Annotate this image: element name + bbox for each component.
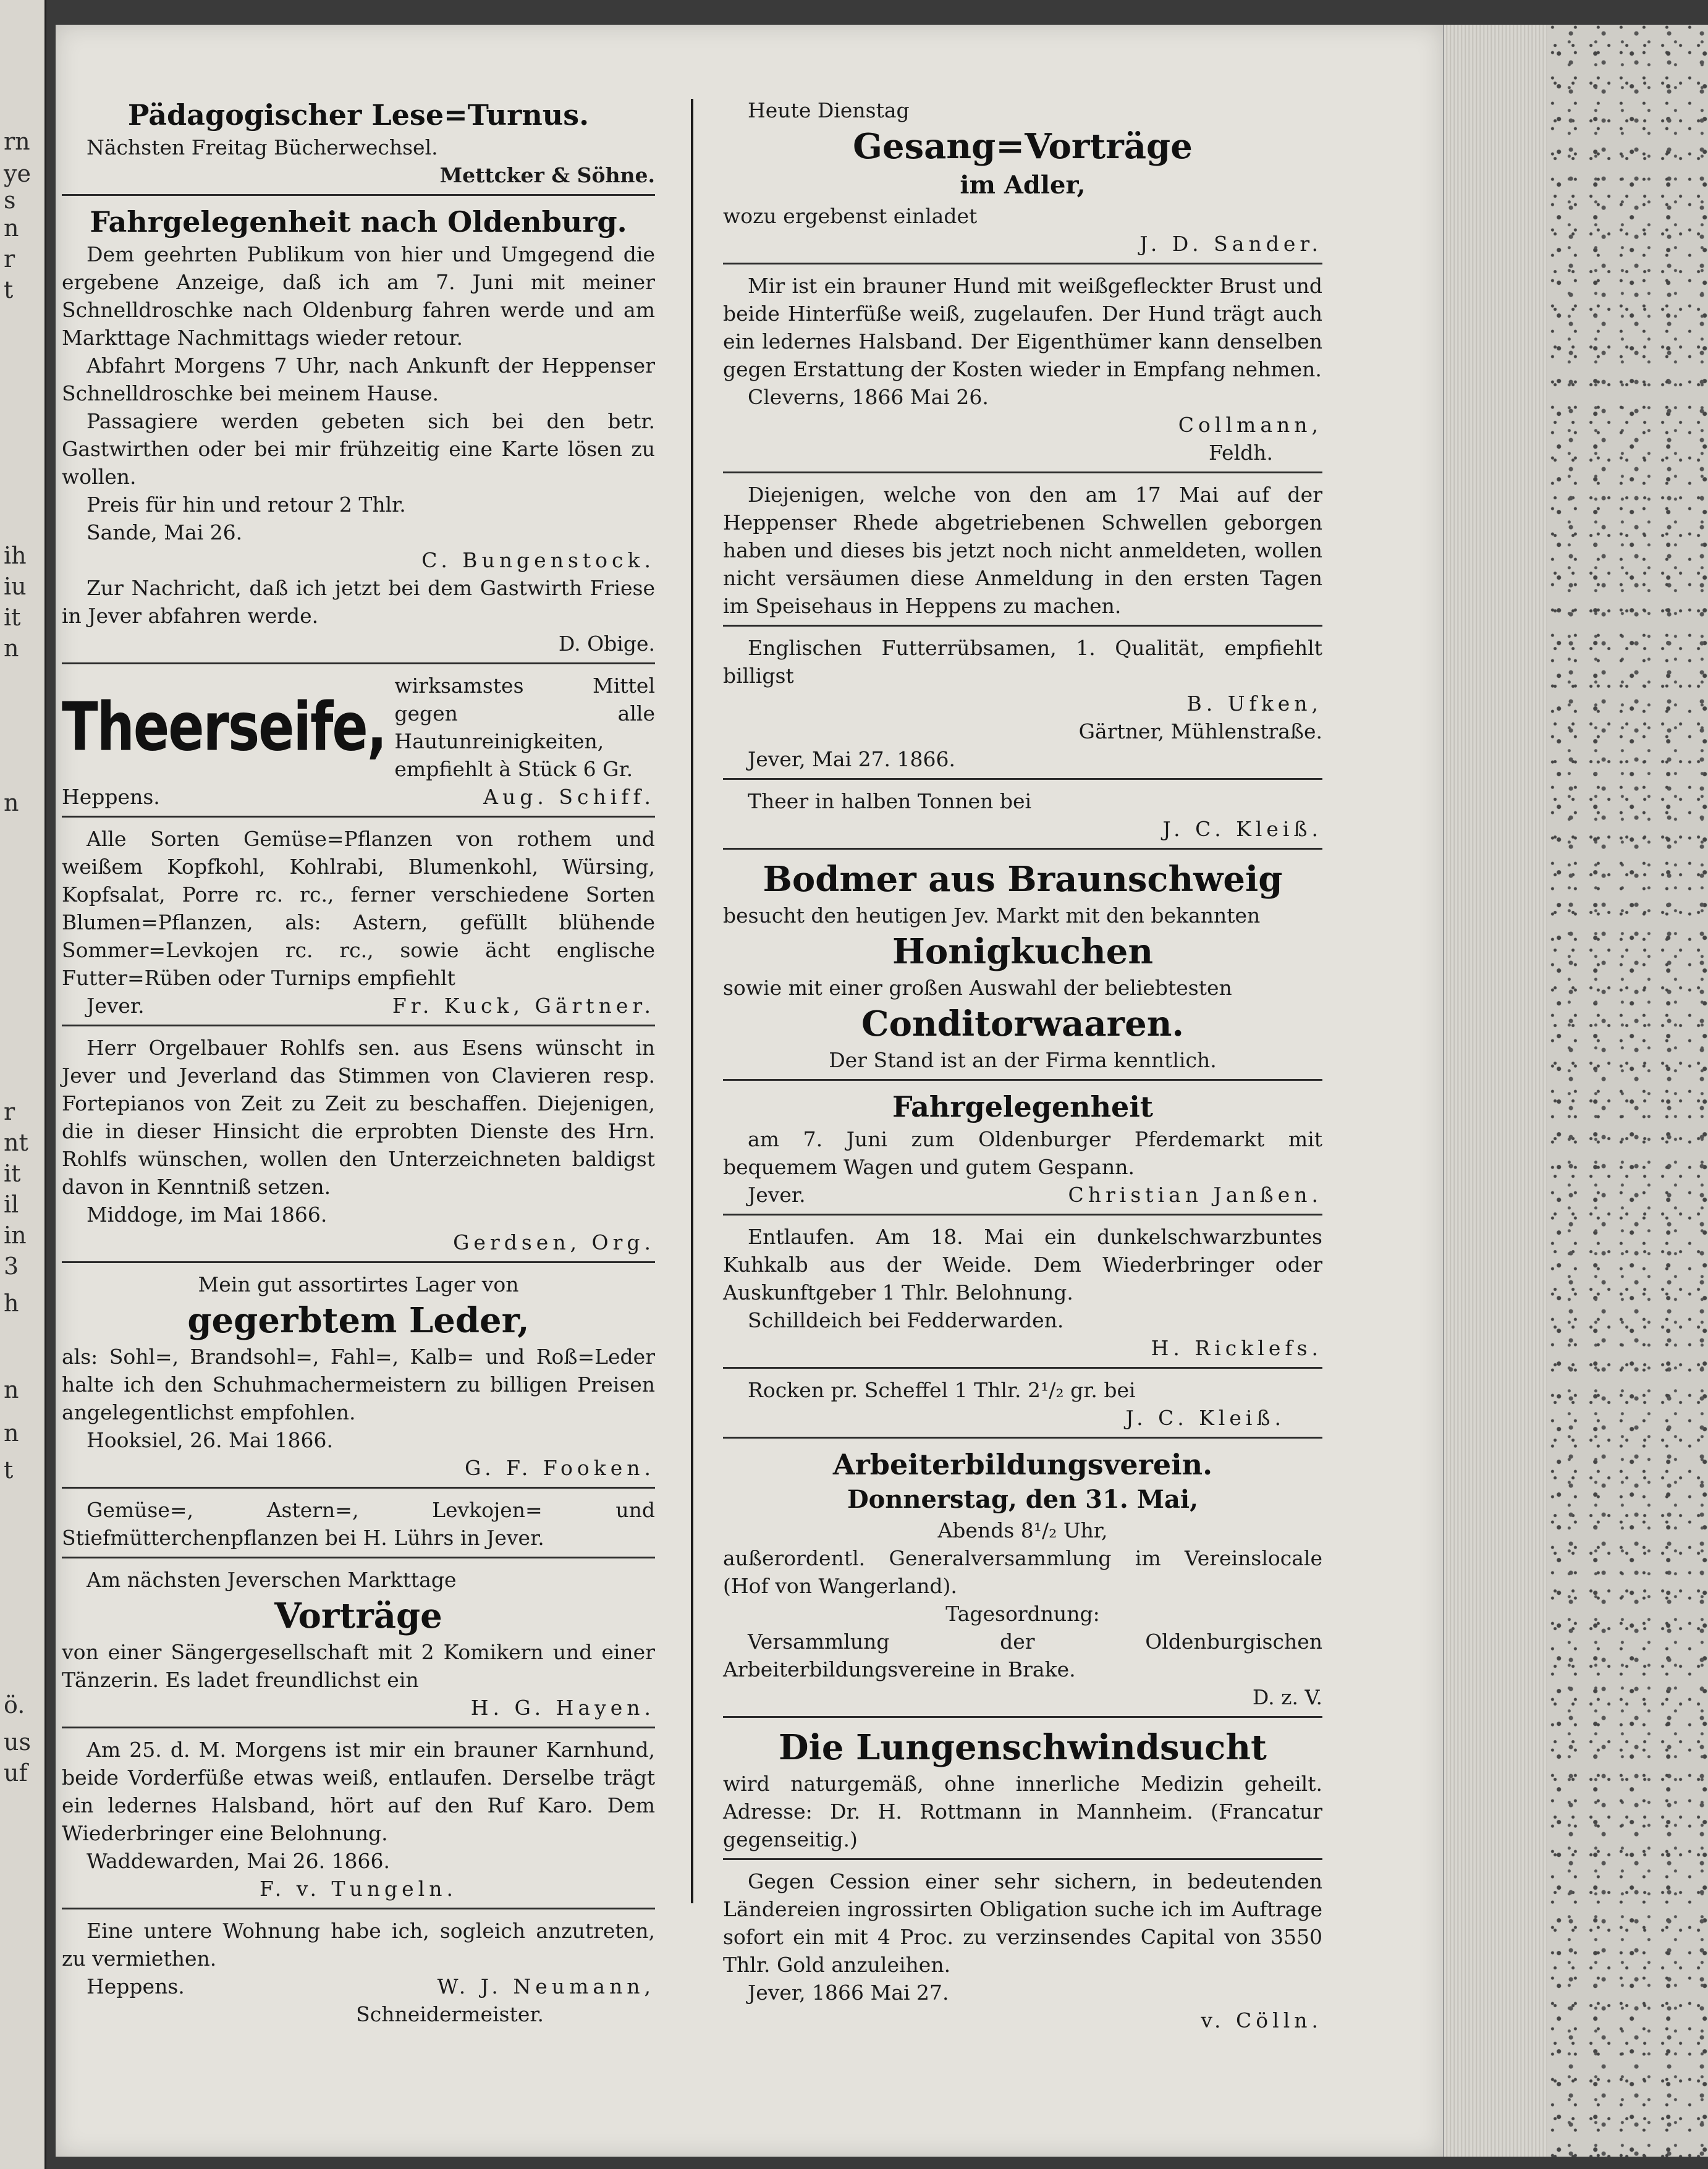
ad-signature: Gärtner, Mühlenstraße. (1078, 719, 1322, 743)
ad-futterruebsamen (723, 630, 1322, 780)
ad-theer (723, 784, 1322, 850)
left-column (62, 93, 655, 2037)
book-cover-edge (1548, 25, 1708, 2157)
ad-karnhund (62, 1732, 655, 1909)
ad-signature: Mettcker & Söhne. (439, 163, 655, 187)
prev-page-fragment: it (4, 604, 21, 631)
ad-signature: G. F. Fooken. (465, 1456, 655, 1480)
prev-page-fragment: ye (4, 160, 31, 187)
ad-title: Honigkuchen (892, 931, 1154, 972)
ad-rocken (723, 1372, 1322, 1439)
ad-signature: D. z. V. (1252, 1685, 1322, 1709)
ad-text: Abfahrt Morgens 7 Uhr, nach Ankunft der Heppenser Schnelldroschke bei meinem Hause. (62, 353, 655, 405)
ad-title: Fahrgelegenheit nach Oldenburg. (90, 205, 627, 239)
ad-place: Cleverns, 1866 Mai 26. (748, 385, 989, 409)
ad-signature: Christian Janßen. (1068, 1183, 1322, 1207)
ad-signature: Feldh. (1208, 441, 1273, 465)
ad-text: Nächsten Freitag Bücherwechsel. (87, 135, 438, 159)
prev-page-fragment: in (4, 1222, 27, 1249)
ad-place: Jever. (87, 994, 145, 1018)
ad-title: gegerbtem Leder, (187, 1300, 530, 1341)
ad-subtitle: im Adler, (960, 171, 1086, 200)
ad-title: Fahrgelegenheit (892, 1090, 1154, 1123)
prev-page-fragment: s (4, 187, 16, 214)
ad-text: Versammlung der Oldenburgischen Arbeiterbildungsvereine in Brake. (723, 1630, 1322, 1681)
ad-text: Am nächsten Jeverschen Markttage (87, 1568, 457, 1592)
ad-text: Der Stand ist an der Firma kenntlich. (829, 1048, 1217, 1072)
prev-page-fragment: t (4, 276, 14, 303)
prev-page-fragment: il (4, 1191, 19, 1218)
ad-text: Theer in halben Tonnen bei (748, 789, 1032, 813)
ad-text: Abends 8¹/₂ Uhr, (937, 1518, 1108, 1542)
prev-page-fragment: r (4, 1098, 15, 1125)
prev-page-fragment: n (4, 214, 19, 242)
ad-place: Heppens. (87, 1974, 185, 1998)
prev-page-fragment: n (4, 635, 19, 662)
prev-page-fragment: ö. (4, 1691, 25, 1719)
page-stack-edges (1443, 25, 1549, 2157)
ad-text: Heute Dienstag (748, 98, 910, 122)
ad-title: Gesang=Vorträge (853, 126, 1193, 167)
ad-fahrgelegenheit-oldenburg (62, 200, 655, 664)
ad-place: Jever, 1866 Mai 27. (748, 1981, 949, 2005)
prev-page-fragment: h (4, 1290, 19, 1317)
ad-signature: Collmann, (1178, 413, 1322, 437)
ad-schwellen (723, 477, 1322, 627)
ad-text: wozu ergebenst einladet (723, 204, 978, 228)
ad-signature: J. D. Sander. (1139, 232, 1322, 256)
ad-theerseife (62, 668, 655, 818)
prev-page-fragment: n (4, 789, 19, 816)
ad-signature: H. Ricklefs. (1151, 1336, 1322, 1360)
prev-page-fragment: it (4, 1160, 21, 1187)
ad-text: sowie mit einer großen Auswahl der beliebtesten (723, 976, 1232, 1000)
ad-signature: Gerdsen, Org. (453, 1230, 655, 1254)
ad-place: Sande, Mai 26. (87, 520, 243, 544)
ad-signature: D. Obige. (558, 632, 655, 656)
previous-page-strip (0, 0, 46, 2169)
prev-page-fragment: ih (4, 542, 27, 569)
ad-lese-turnus (62, 93, 655, 196)
ad-place: Waddewarden, Mai 26. 1866. (87, 1849, 391, 1873)
ad-wohnung (62, 1913, 655, 2033)
prev-page-fragment: r (4, 245, 15, 273)
ad-text: Herr Orgelbauer Rohlfs sen. aus Esens wünscht in Jever und Jeverland das Stimmen von Clavieren resp. Fortepianos von Zeit zu Zeit zu beschaffen. Diejenigen, die in dieser Hinsicht die erprobten Dienste des Hrn. Rohlfs wünschen, wollen den Unterzeichneten baldigst davon in Kenntniß setzen. (62, 1036, 655, 1199)
prev-page-fragment: 3 (4, 1253, 19, 1280)
ad-text: als: Sohl=, Brandsohl=, Fahl=, Kalb= und Roß=Leder halte ich den Schuhmachermeistern zu billigen Preisen angelegentlichst empfohlen. (62, 1345, 655, 1424)
ad-fahrgelegenheit-pferdemarkt (723, 1084, 1322, 1216)
right-column (723, 93, 1322, 2043)
ad-lungenschwindsucht (723, 1722, 1322, 1860)
prev-page-fragment: t (4, 1457, 14, 1484)
ad-arbeiterbildungsverein (723, 1442, 1322, 1718)
ad-text: Entlaufen. Am 18. Mai ein dunkelschwarzbuntes Kuhkalb aus der Weide. Dem Wiederbringer oder Auskunftgeber 1 Thlr. Belohnung. (723, 1225, 1322, 1304)
ad-text: Am 25. d. M. Morgens ist mir ein brauner Karnhund, beide Vorderfüße etwas weiß, entlaufen. Derselbe trägt ein ledernes Halsband, hört auf den Ruf Karo. Dem Wiederbringer eine Belohnung. (62, 1738, 655, 1845)
ad-text: Mir ist ein brauner Hund mit weißgefleckter Brust und beide Hinterfüße weiß, zugelaufen. Der Hund trägt auch ein ledernes Halsband. Der Eigenthümer kann denselben gegen Erstattung der Kosten wieder in Empfang nehmen. (723, 274, 1322, 381)
ad-subtitle: Donnerstag, den 31. Mai, (847, 1485, 1199, 1514)
ad-leder (62, 1267, 655, 1489)
ad-text: Mein gut assortirtes Lager von (198, 1272, 519, 1296)
ad-place: Jever, Mai 27. 1866. (748, 747, 956, 771)
prev-page-fragment: iu (4, 573, 27, 600)
prev-page-fragment: nt (4, 1129, 28, 1156)
ad-place: Hooksiel, 26. Mai 1866. (87, 1428, 334, 1452)
ad-vortraege (62, 1562, 655, 1728)
ad-gemuese-pflanzen (62, 821, 655, 1026)
ad-title: Bodmer aus Braunschweig (763, 859, 1283, 900)
prev-page-fragment: n (4, 1376, 19, 1403)
ad-signature: J. C. Kleiß. (1125, 1406, 1285, 1430)
ad-title: Conditorwaaren. (861, 1004, 1184, 1044)
column-divider (691, 99, 693, 1903)
ad-signature: v. Cölln. (1201, 2008, 1322, 2032)
ad-title: Arbeiterbildungsverein. (832, 1448, 1213, 1481)
ad-gesang-vortraege (723, 93, 1322, 264)
ad-text: Rocken pr. Scheffel 1 Thlr. 2¹/₂ gr. bei (748, 1378, 1136, 1402)
ad-text: wird naturgemäß, ohne innerliche Medizin geheilt. Adresse: Dr. H. Rottmann in Mannheim. (Francatur gegenseitig.) (723, 1772, 1322, 1851)
ad-title: Die Lungenschwindsucht (779, 1727, 1267, 1768)
ad-signature: W. J. Neumann, (437, 1974, 655, 1998)
ad-text: Diejenigen, welche von den am 17 Mai auf der Heppenser Rhede abgetriebenen Schwellen geborgen haben und dieses bis jetzt noch nicht anmeldeten, wollen nicht versäumen diese Anmeldung in den ersten Tagen im Speisehaus in Heppens zu machen. (723, 483, 1322, 618)
ad-signature: Fr. Kuck, Gärtner. (392, 994, 655, 1018)
ad-signature: C. Bungenstock. (421, 548, 655, 572)
ad-text: außerordentl. Generalversammlung im Vereinslocale (Hof von Wangerland). (723, 1546, 1322, 1598)
ad-text: Dem geehrten Publikum von hier und Umgegend die ergebene Anzeige, daß ich am 7. Juni mit meiner Schnelldroschke nach Oldenburg fahren werde und am Markttage Nachmittags wieder retour. (62, 242, 655, 350)
ad-place: Jever. (748, 1183, 806, 1207)
ad-entlaufen-kuhkalb (723, 1219, 1322, 1369)
ad-stiefmuetterchen (62, 1492, 655, 1558)
ad-text: Eine untere Wohnung habe ich, sogleich anzutreten, zu vermiethen. (62, 1919, 655, 1971)
ad-bodmer (723, 853, 1322, 1081)
ad-hund-zugelaufen (723, 268, 1322, 473)
ad-text: wirksamstes Mittel gegen alle Hautunreinigkeiten, empfiehlt à Stück 6 Gr. (394, 674, 655, 781)
ad-signature: B. Ufken, (1186, 691, 1322, 716)
ad-place: Schilldeich bei Fedderwarden. (748, 1308, 1064, 1332)
ad-text: von einer Sängergesellschaft mit 2 Komikern und einer Tänzerin. Es ladet freundlichst ein (62, 1640, 655, 1692)
prev-page-fragment: us (4, 1728, 31, 1756)
prev-page-fragment: rn (4, 128, 30, 155)
ad-signature: F. v. Tungeln. (260, 1877, 457, 1901)
ad-signature: H. G. Hayen. (470, 1696, 655, 1720)
prev-page-fragment: n (4, 1419, 19, 1447)
ad-cession-capital (723, 1864, 1322, 2039)
ad-signature: Aug. Schiff. (483, 785, 655, 809)
ad-text: Alle Sorten Gemüse=Pflanzen von rothem und weißem Kopfkohl, Kohlrabi, Blumenkohl, Würsing, Kopfsalat, Porre rc. rc., ferner verschiedene Sorten Blumen=Pflanzen, als: Astern, gefüllt blühende Sommer=Levkojen rc. rc., sowie ächt englische Futter=Rüben oder Turnips empfiehlt (62, 827, 655, 990)
ad-text: Gegen Cession einer sehr sichern, in bedeutenden Ländereien ingrossirten Obligation suche ich im Auftrage sofort ein mit 4 Proc. zu verzinsendes Capital von 3550 Thlr. Gold anzuleihen. (723, 1869, 1322, 1977)
ad-text: Tagesordnung: (945, 1602, 1100, 1626)
ad-place: Heppens. (62, 785, 160, 809)
ad-title: Vorträge (274, 1596, 442, 1636)
ad-text: Englischen Futterrübsamen, 1. Qualität, empfiehlt billigst (723, 636, 1322, 688)
ad-text: Preis für hin und retour 2 Thlr. (87, 493, 406, 517)
prev-page-fragment: uf (4, 1759, 28, 1786)
ad-signature: Schneidermeister. (356, 2002, 544, 2026)
ad-signature: J. C. Kleiß. (1162, 817, 1322, 841)
ad-place: Middoge, im Mai 1866. (87, 1203, 328, 1227)
ad-text: am 7. Juni zum Oldenburger Pferdemarkt mit bequemem Wagen und gutem Gespann. (723, 1127, 1322, 1179)
ad-text: Zur Nachricht, daß ich jetzt bei dem Gastwirth Friese in Jever abfahren werde. (62, 576, 655, 628)
ad-text: besucht den heutigen Jev. Markt mit den bekannten (723, 903, 1261, 928)
ad-text: Gemüse=, Astern=, Levkojen= und Stiefmütterchenpflanzen bei H. Lührs in Jever. (62, 1498, 655, 1550)
ad-orgelbauer (62, 1030, 655, 1263)
ad-title: Theerseife, (62, 688, 386, 766)
ad-text: Passagiere werden gebeten sich bei den betr. Gastwirthen oder bei mir frühzeitig eine Karte lösen zu wollen. (62, 409, 655, 489)
ad-title: Pädagogischer Lese=Turnus. (127, 98, 590, 132)
